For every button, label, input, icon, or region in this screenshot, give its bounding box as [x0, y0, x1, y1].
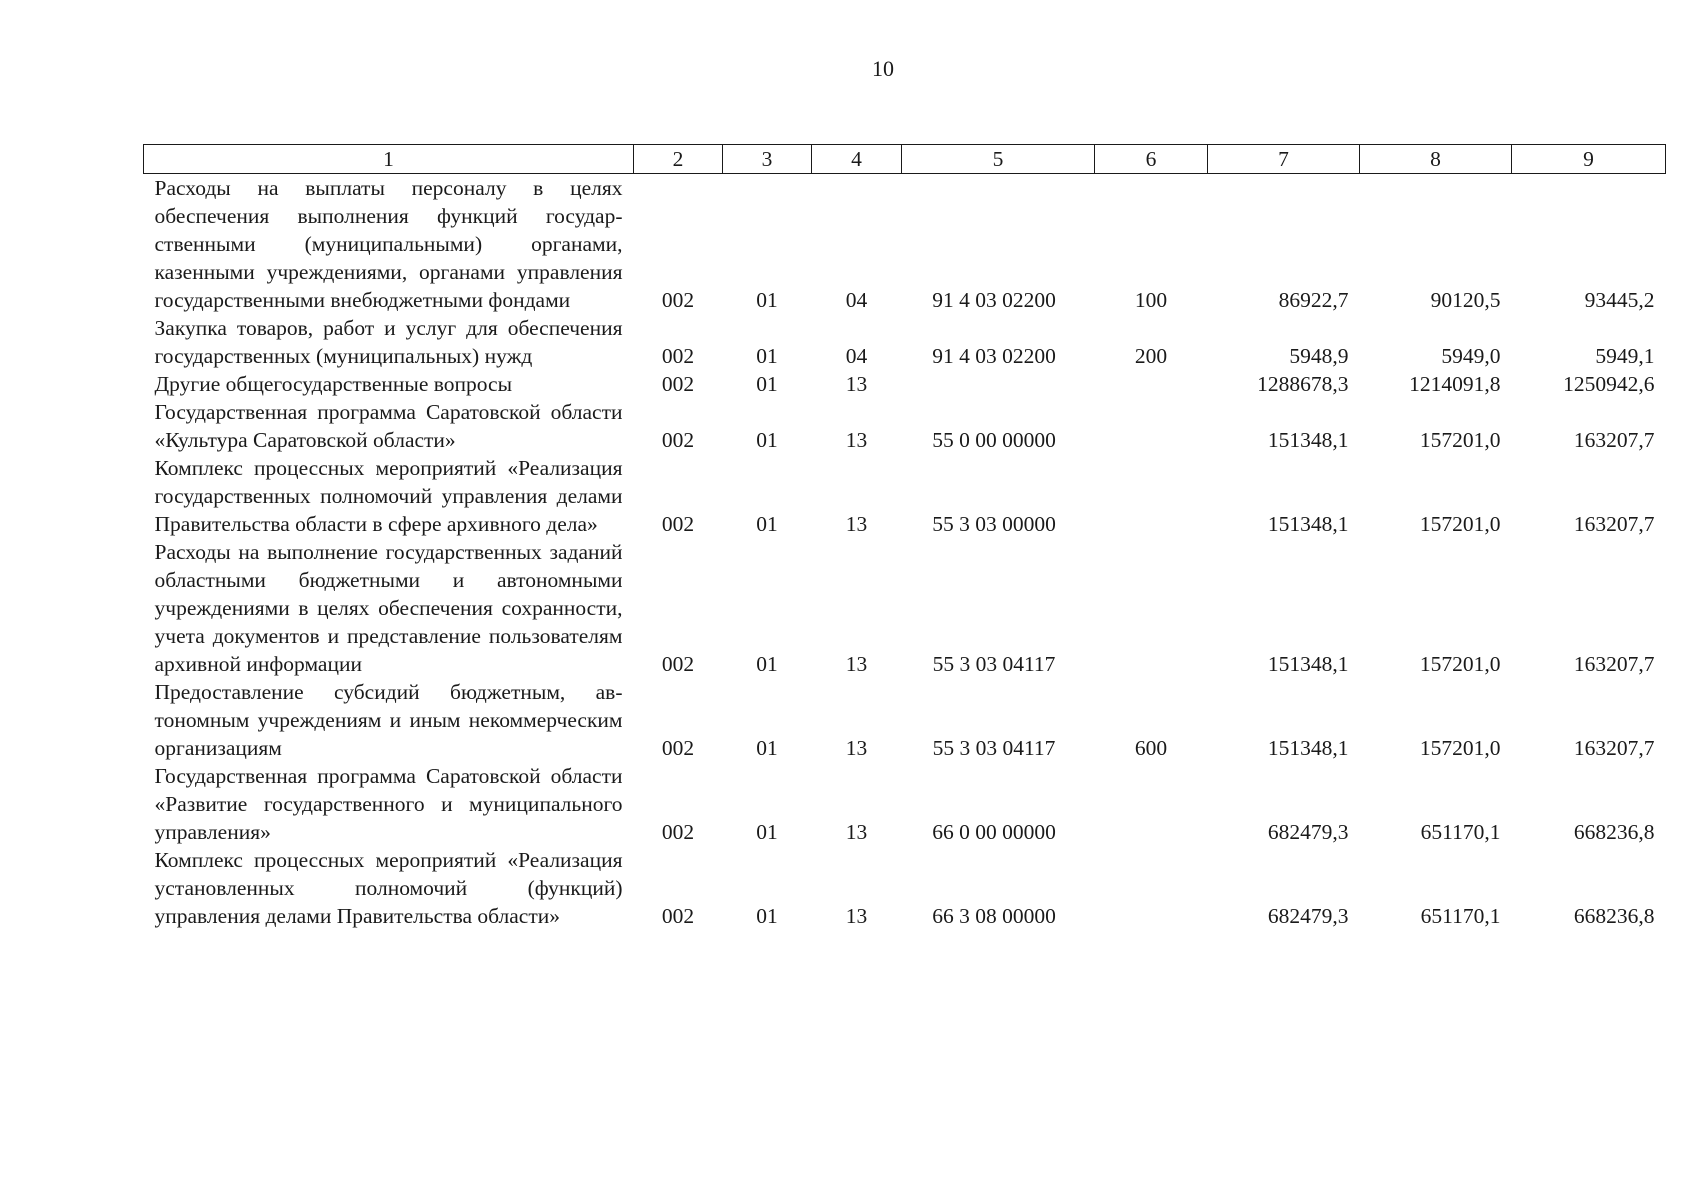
row-description: Комплекс процессных мероприятий «Реализация государственных полномочий управления делами Правительства области в сфере архивного дела»: [154, 456, 623, 536]
amount-col-7: 151348,1: [1267, 652, 1349, 676]
ministry-code: 002: [661, 428, 695, 452]
header-cell-4: 4: [812, 145, 902, 174]
amount-col-9: 1250942,6: [1563, 372, 1655, 396]
amount-col-7: 682479,3: [1267, 904, 1349, 928]
table-body: [144, 174, 1666, 931]
amount-col-9: 163207,7: [1573, 428, 1655, 452]
target-article-code: 66 0 00 00000: [932, 820, 1056, 844]
amount-col-8: 1214091,8: [1409, 372, 1501, 396]
table-row: [144, 370, 1666, 398]
amount-col-9: 5949,1: [1595, 344, 1655, 368]
amount-col-9: 668236,8: [1573, 904, 1655, 928]
section-code: 01: [756, 652, 778, 676]
amount-col-7: 682479,3: [1267, 820, 1349, 844]
ministry-code: 002: [661, 344, 695, 368]
table-row: [144, 314, 1666, 370]
table-row: [144, 454, 1666, 538]
table-header: [144, 145, 1666, 174]
header-cell-2: 2: [634, 145, 723, 174]
ministry-code: 002: [661, 372, 695, 396]
target-article-code: 91 4 03 02200: [932, 288, 1056, 312]
expense-type-code: 100: [1134, 288, 1168, 312]
table-row: [144, 538, 1666, 678]
expense-type-code: 200: [1134, 344, 1168, 368]
header-cell-3: 3: [723, 145, 812, 174]
amount-col-7: 5948,9: [1289, 344, 1349, 368]
expense-type-code: [1095, 454, 1208, 538]
row-description: Государственная программа Саратовской области «Развитие государственного и муниципального управления»: [154, 764, 623, 844]
row-description: Предоставление субсидий бюджетным, автономным учреждениям и иным некоммерческим организациям: [154, 680, 623, 760]
row-description: Закупка товаров, работ и услуг для обеспечения государственных (муниципальных) нужд: [154, 316, 623, 368]
amount-col-8: 651170,1: [1420, 820, 1501, 844]
subsection-code: 04: [845, 288, 868, 312]
target-article-code: 66 3 08 00000: [932, 904, 1056, 928]
amount-col-8: 157201,0: [1419, 736, 1501, 760]
header-cell-7: 7: [1208, 145, 1360, 174]
header-row: [144, 145, 1666, 174]
amount-col-8: 651170,1: [1420, 904, 1501, 928]
expense-type-code: [1095, 538, 1208, 678]
row-description: Другие общегосударственные вопросы: [154, 372, 513, 396]
section-code: 01: [756, 288, 778, 312]
amount-col-9: 668236,8: [1573, 820, 1655, 844]
target-article-code: [902, 370, 1095, 398]
subsection-code: 13: [845, 904, 868, 928]
amount-col-8: 5949,0: [1441, 344, 1501, 368]
table-row: [144, 678, 1666, 762]
ministry-code: 002: [661, 820, 695, 844]
ministry-code: 002: [661, 512, 695, 536]
page-number: 10: [872, 56, 894, 81]
amount-col-8: 90120,5: [1430, 288, 1501, 312]
header-cell-6: 6: [1095, 145, 1208, 174]
table-row: [144, 398, 1666, 454]
subsection-code: 13: [845, 428, 868, 452]
row-description: Расходы на выполнение государственных заданий областными бюджетными и автономными учреждениями в целях обеспечения сохранности, учета документов и представление пользователям архивной информации: [154, 540, 623, 676]
amount-col-9: 163207,7: [1573, 512, 1655, 536]
target-article-code: 55 3 03 00000: [932, 512, 1056, 536]
section-code: 01: [756, 372, 778, 396]
ministry-code: 002: [661, 904, 695, 928]
amount-col-7: 1288678,3: [1257, 372, 1349, 396]
amount-col-8: 157201,0: [1419, 512, 1501, 536]
section-code: 01: [756, 820, 778, 844]
target-article-code: 55 3 03 04117: [932, 652, 1056, 676]
subsection-code: 13: [845, 372, 868, 396]
row-description: Государственная программа Саратовской области «Культура Саратовской области»: [154, 400, 623, 452]
subsection-code: 04: [845, 344, 868, 368]
header-cell-5: 5: [902, 145, 1095, 174]
target-article-code: 55 0 00 00000: [932, 428, 1056, 452]
amount-col-7: 151348,1: [1267, 512, 1349, 536]
amount-col-8: 157201,0: [1419, 428, 1501, 452]
expense-type-code: [1095, 846, 1208, 930]
ministry-code: 002: [661, 736, 695, 760]
expense-type-code: 600: [1134, 736, 1168, 760]
section-code: 01: [756, 904, 778, 928]
expense-type-code: [1095, 398, 1208, 454]
budget-table: [143, 144, 1666, 930]
amount-col-7: 86922,7: [1278, 288, 1349, 312]
section-code: 01: [756, 512, 778, 536]
subsection-code: 13: [845, 820, 868, 844]
amount-col-9: 163207,7: [1573, 736, 1655, 760]
header-cell-1: 1: [144, 145, 634, 174]
section-code: 01: [756, 344, 778, 368]
amount-col-9: 163207,7: [1573, 652, 1655, 676]
table-row: [144, 846, 1666, 930]
header-cell-9: 9: [1512, 145, 1666, 174]
amount-col-9: 93445,2: [1584, 288, 1655, 312]
row-description: Комплекс процессных мероприятий «Реализация установленных полномочий (функций) управления делами Правительства области»: [154, 848, 623, 928]
ministry-code: 002: [661, 288, 695, 312]
table-row: [144, 174, 1666, 315]
subsection-code: 13: [845, 652, 868, 676]
section-code: 01: [756, 736, 778, 760]
target-article-code: 91 4 03 02200: [932, 344, 1056, 368]
subsection-code: 13: [845, 736, 868, 760]
section-code: 01: [756, 428, 778, 452]
subsection-code: 13: [845, 512, 868, 536]
row-description: Расходы на выплаты персоналу в целях обеспечения выполнения функций государственными (муниципальными) органами, казенными учреждениями, органами управления государственными внебюджетными фондами: [154, 176, 623, 312]
table-row: [144, 762, 1666, 846]
expense-type-code: [1095, 762, 1208, 846]
amount-col-7: 151348,1: [1267, 736, 1349, 760]
ministry-code: 002: [661, 652, 695, 676]
amount-col-8: 157201,0: [1419, 652, 1501, 676]
target-article-code: 55 3 03 04117: [932, 736, 1056, 760]
amount-col-7: 151348,1: [1267, 428, 1349, 452]
expense-type-code: [1095, 370, 1208, 398]
header-cell-8: 8: [1360, 145, 1512, 174]
